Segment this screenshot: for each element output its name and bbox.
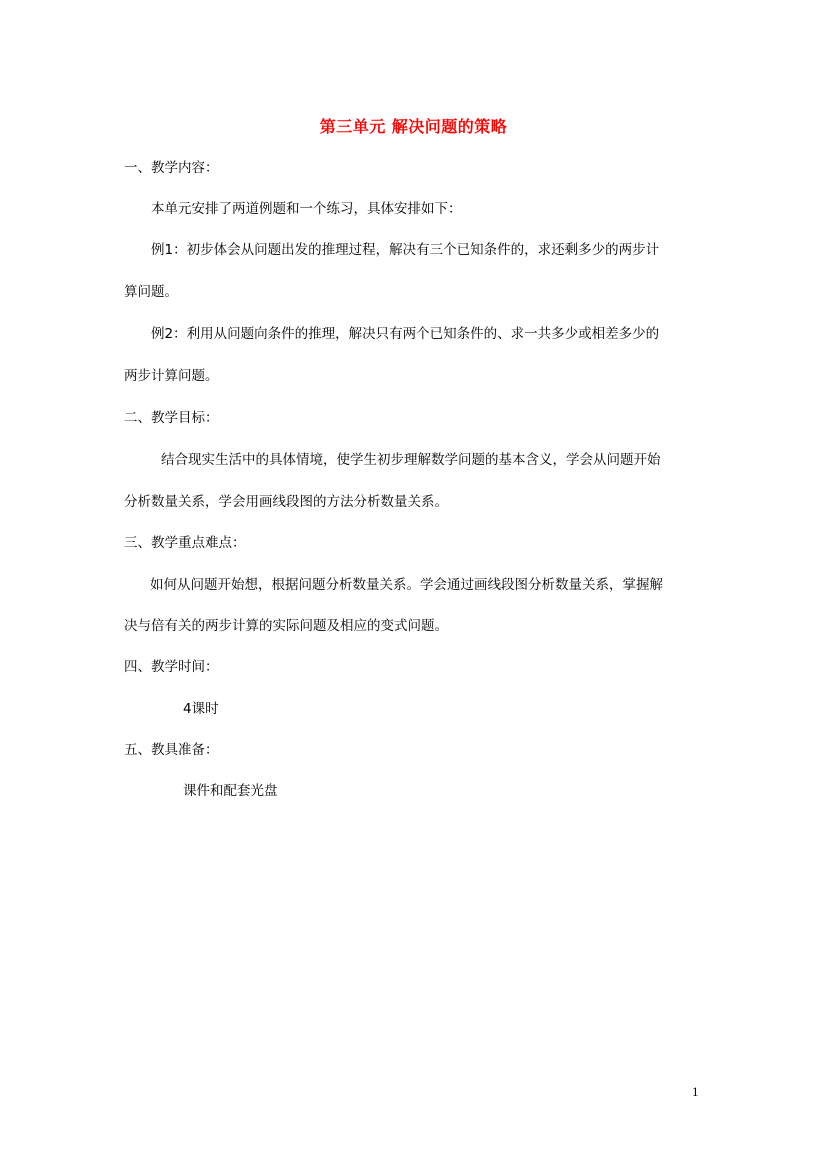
paragraph-line: 例2：利用从问题向条件的推理，解决只有两个已知条件的、求一共多少或相差多少的 (151, 326, 660, 342)
document-title: 第三单元 解决问题的策略 (319, 117, 508, 136)
section-heading-content: 一、教学内容： (124, 160, 219, 176)
section-heading-objectives: 二、教学目标： (124, 410, 219, 426)
paragraph-line: 如何从问题开始想，根据问题分析数量关系。学会通过画线段图分析数量关系，掌握解 (150, 577, 663, 593)
paragraph-line: 算问题。 (124, 284, 178, 300)
section-heading-key-points: 三、教学重点难点： (124, 535, 246, 551)
paragraph-line: 例1：初步体会从问题出发的推理过程，解决有三个已知条件的，求还剩多少的两步计 (151, 242, 660, 258)
paragraph-line: 决与倍有关的两步计算的实际问题及相应的变式问题。 (124, 618, 448, 634)
section-heading-time: 四、教学时间： (124, 659, 219, 675)
section-heading-materials: 五、教具准备： (124, 742, 219, 758)
paragraph-line: 结合现实生活中的具体情境，使学生初步理解数学问题的基本含义，学会从问题开始 (161, 452, 661, 468)
paragraph-line: 本单元安排了两道例题和一个练习，具体安排如下： (151, 201, 462, 217)
paragraph-line: 4课时 (183, 701, 219, 717)
paragraph-line: 两步计算问题。 (124, 368, 219, 384)
page-number: 1 (692, 1084, 699, 1099)
paragraph-line: 分析数量关系，学会用画线段图的方法分析数量关系。 (124, 494, 448, 510)
paragraph-line: 课件和配套光盘 (183, 783, 278, 799)
